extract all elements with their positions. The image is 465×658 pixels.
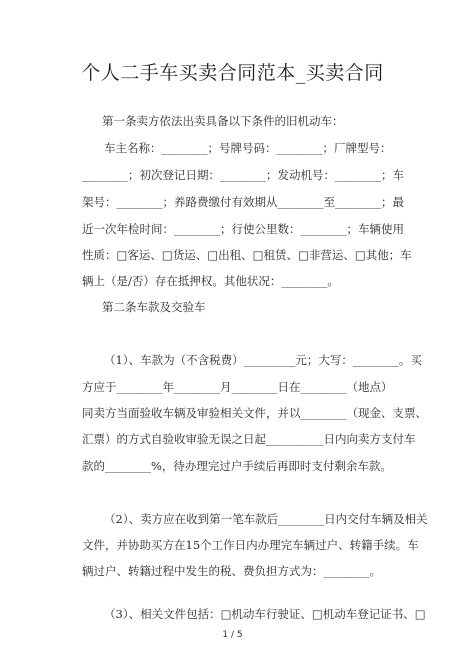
body-line: 近一次年检时间：________；行使公里数：________；车辆使用 bbox=[82, 222, 404, 236]
clause-2-line: （2）、卖方应在收到第一笔车款后________日内交付车辆及相关 bbox=[104, 512, 428, 526]
clause-1-line: 同卖方当面验收车辆及审验相关文件，并以________（现金、支票、 bbox=[82, 406, 427, 420]
body-line: 辆上（是/否）存在抵押权。其他状况：________。 bbox=[82, 274, 339, 288]
body-line: ________；初次登记日期：________；发动机号：________；车 bbox=[82, 168, 404, 182]
article-2-heading: 第二条车款及交验车 bbox=[102, 300, 206, 314]
clause-1-line: 款的________%，待办理完过户手续后再即时支付剩余车款。 bbox=[82, 459, 392, 473]
body-line: 架号：________；养路费缴付有效期从________至________；最 bbox=[82, 195, 404, 209]
clause-1-line: 方应于________年________月________日在________（地点） bbox=[82, 380, 393, 394]
page-number: 1 / 5 bbox=[222, 630, 243, 640]
article-1-heading: 第一条卖方依法出卖具备以下条件的旧机动车： bbox=[102, 114, 344, 128]
body-line: 性质：□客运、□货运、□出租、□租赁、□非营运、□其他；车 bbox=[82, 248, 412, 262]
document-title: 个人二手车买卖合同范本_买卖合同 bbox=[81, 62, 384, 84]
clause-2-line: 辆过户、转籍过程中发生的税、费负担方式为：________。 bbox=[82, 564, 381, 578]
clause-2-line: 文件，并协助买方在15个工作日内办理完车辆过户、转籍手续。车 bbox=[82, 538, 419, 552]
clause-1-line: 汇票）的方式自验收审验无误之日起__________日内向卖方支付车 bbox=[82, 432, 416, 446]
clause-1-line: （1）、车款为（不含税费）_________元；大写：________。买 bbox=[104, 353, 422, 367]
body-line: 车主名称：________；号牌号码：________；厂牌型号： bbox=[104, 141, 392, 155]
clause-3-line: （3）、相关文件包括：□机动车行驶证、□机动车登记证书、□ bbox=[104, 607, 426, 621]
